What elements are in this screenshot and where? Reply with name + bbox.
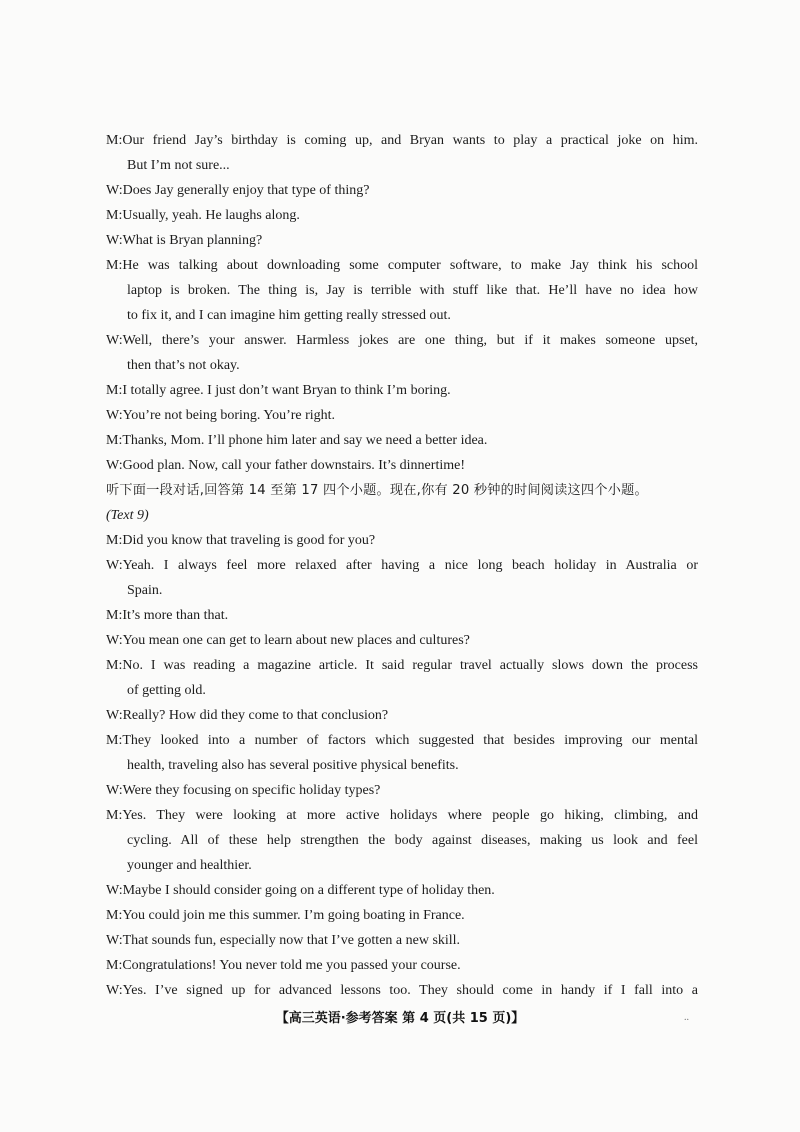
dialogue-line: M:They looked into a number of factors which suggested that besides improving our mental [106,733,698,748]
dialogue-line: W:Well, there’s your answer. Harmless jokes are one thing, but if it makes someone upset, [106,333,698,348]
dialogue-line: M:Our friend Jay’s birthday is coming up, and Bryan wants to play a practical joke on him. [106,133,698,148]
dialogue-line: then that’s not okay. [127,358,240,373]
dialogue-line: younger and healthier. [127,858,252,873]
dialogue-line: laptop is broken. The thing is, Jay is terrible with stuff like that. He’ll have no idea how [127,283,698,298]
dialogue-line: cycling. All of these help strengthen the body against diseases, making us look and feel [127,833,698,848]
dialogue-line: W:That sounds fun, especially now that I’ve gotten a new skill. [106,933,461,948]
dialogue-line: M:Yes. They were looking at more active holidays where people go hiking, climbing, and [106,808,698,823]
transcript-body [106,128,698,1003]
dialogue-line: M:It’s more than that. [106,608,229,623]
dialogue-line: M:Congratulations! You never told me you passed your course. [106,958,461,973]
dialogue-line: M:You could join me this summer. I’m going boating in France. [106,908,465,923]
text-number-label: (Text 9) [106,508,149,523]
dialogue-line: W:What is Bryan planning? [106,233,263,248]
dialogue-line: W:Maybe I should consider going on a different type of holiday then. [106,883,495,898]
dialogue-line: to fix it, and I can imagine him getting really stressed out. [127,308,451,323]
dialogue-line: health, traveling also has several positive physical benefits. [127,758,459,773]
dialogue-line: Spain. [127,583,163,598]
section-instruction: 听下面一段对话,回答第 14 至第 17 四个小题。现在,你有 20 秒钟的时间阅读这四个小题。 [106,483,648,498]
corner-mark: .. [684,1012,689,1023]
dialogue-line: M:He was talking about downloading some computer software, to make Jay think his school [106,258,698,273]
dialogue-line: W:Yes. I’ve signed up for advanced lessons too. They should come in handy if I fall into a [106,983,698,998]
dialogue-line: M:No. I was reading a magazine article. It said regular travel actually slows down the process [106,658,698,673]
dialogue-line: But I’m not sure... [127,158,230,173]
dialogue-line: M:I totally agree. I just don’t want Bryan to think I’m boring. [106,383,451,398]
dialogue-line: M:Thanks, Mom. I’ll phone him later and say we need a better idea. [106,433,488,448]
dialogue-line: W:You’re not being boring. You’re right. [106,408,336,423]
dialogue-line: M:Did you know that traveling is good for you? [106,533,376,548]
dialogue-line: W:Does Jay generally enjoy that type of thing? [106,183,370,198]
dialogue-line: W:Were they focusing on specific holiday types? [106,783,381,798]
dialogue-line: W:Yeah. I always feel more relaxed after having a nice long beach holiday in Australia or [106,558,698,573]
dialogue-line: W:Good plan. Now, call your father downstairs. It’s dinnertime! [106,458,465,473]
dialogue-line: W:You mean one can get to learn about new places and cultures? [106,633,470,648]
dialogue-line: W:Really? How did they come to that conclusion? [106,708,389,723]
dialogue-line: M:Usually, yeah. He laughs along. [106,208,300,223]
dialogue-line: of getting old. [127,683,206,698]
page-footer: 【高三英语·参考答案 第 4 页(共 15 页)】 [275,1011,525,1026]
